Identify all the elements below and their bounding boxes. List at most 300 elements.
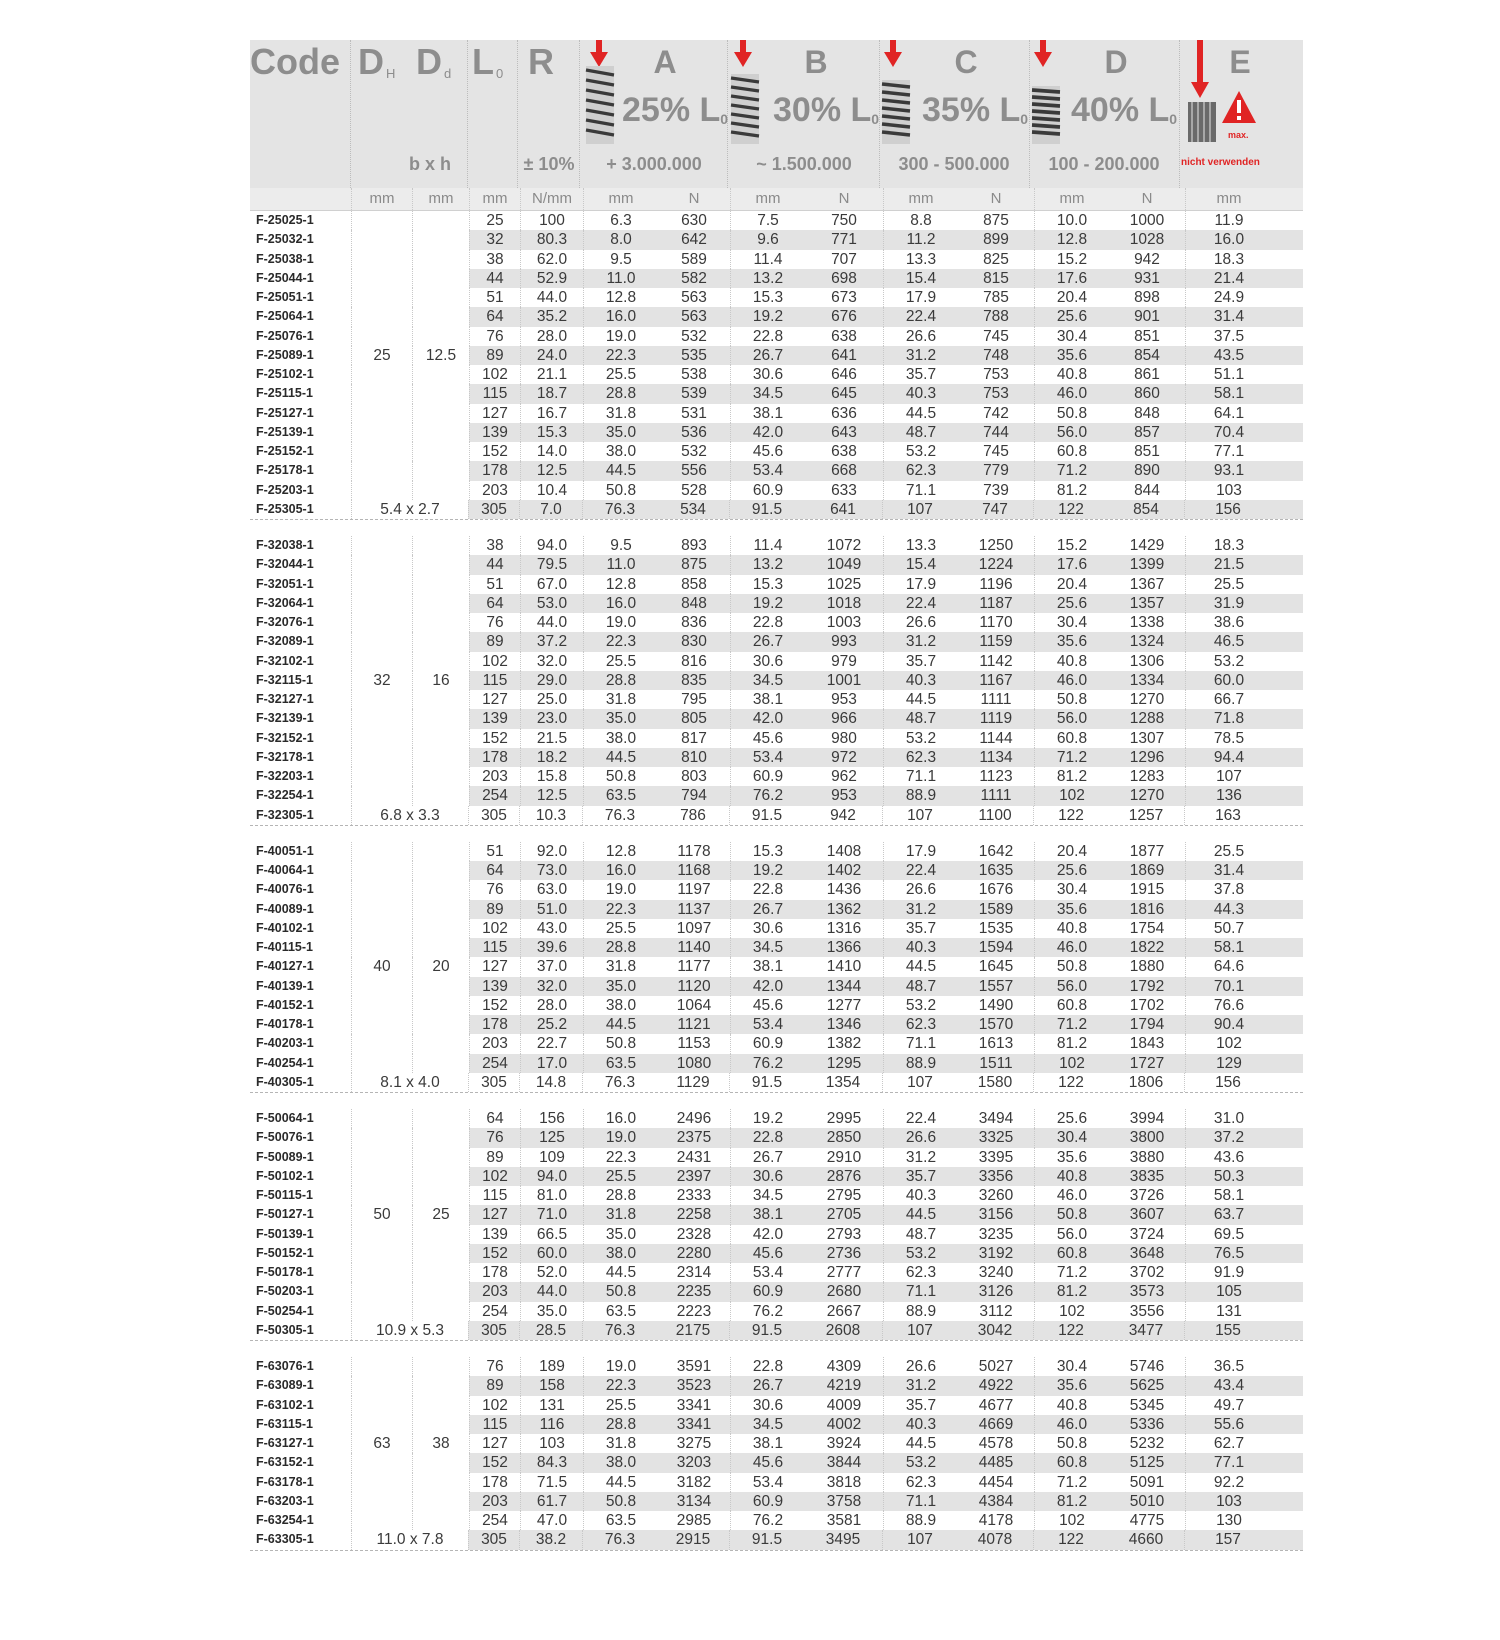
table-cell: 60.8 [1034,1453,1109,1472]
table-cell: 1197 [677,881,711,899]
table-row [250,1376,1303,1395]
dh-cell [351,1376,412,1395]
table-cell: 11.4 [730,250,805,269]
table-cell: 203 [469,1492,520,1511]
dh-cell [351,461,412,480]
table-cell: 556 [681,462,707,480]
table-cell: 10.0 [1034,211,1109,230]
header-r: R [528,41,554,82]
table-cell: 875 [681,556,707,574]
header-col-d: D [1104,44,1128,80]
header-col-a-pct: 25% $L_0$ [622,91,729,129]
unit-label: mm [412,188,469,210]
table-cell: 2876 [826,1167,862,1185]
dd-cell [412,250,469,269]
table-cell: 58.1 [1185,1186,1272,1205]
dd-cell [412,632,469,651]
table-cell: 3494 [978,1110,1014,1127]
table-cell: 16.0 [1185,230,1272,249]
table-cell: 1137 [677,900,711,918]
table-cell: 4178 [978,1512,1014,1529]
table-cell: 56.0 [1034,423,1109,442]
table-cell: 50.7 [1185,919,1272,938]
table-cell: 953 [831,691,857,708]
table-cell: 2258 [676,1206,712,1224]
spring-30-icon [730,74,760,149]
table-cell: 858 [681,575,707,593]
dd-cell [412,767,469,786]
table-cell: 44.5 [883,690,958,709]
table-cell: 1072 [826,537,862,554]
table-cell: 19.0 [583,880,658,899]
table-cell: 28.0 [520,327,583,346]
table-cell: 89 [469,346,520,365]
dd-cell [412,307,469,326]
table-cell: 53.4 [730,1015,805,1034]
table-cell: 31.2 [883,1376,958,1395]
part-code: F-40051-1 [250,842,351,861]
dd-cell [412,938,469,957]
table-cell: 305 [468,1321,519,1340]
table-cell: 50.8 [1034,404,1109,423]
table-cell: 31.8 [583,1205,658,1224]
table-cell: 155 [1184,1321,1271,1340]
table-cell: 3818 [826,1473,862,1491]
spring-table [250,40,1303,1567]
table-cell: 3235 [978,1225,1014,1243]
table-cell: 40.3 [883,671,958,690]
part-code: F-32051-1 [250,575,351,594]
table-cell: 630 [681,212,707,229]
table-cell: 1727 [1129,1054,1165,1072]
table-cell: 980 [831,729,857,747]
table-cell: 19.2 [730,861,805,880]
table-cell: 71.1 [883,1034,958,1053]
dh-cell [351,1396,412,1415]
table-cell: 979 [831,652,857,670]
table-cell: 17.0 [520,1054,583,1073]
part-code: F-25025-1 [250,211,351,230]
table-cell: 5010 [1129,1492,1165,1510]
arrow-down-icon [884,40,902,68]
table-cell: 3581 [826,1512,862,1529]
table-cell: 38 [469,250,520,269]
table-cell: 129 [1185,1054,1272,1073]
table-cell: 993 [831,633,857,651]
table-cell: 25.6 [1034,307,1109,326]
header-col-c: C [954,44,978,80]
table-cell: 803 [681,768,707,785]
table-cell: 745 [983,327,1009,345]
table-cell: 48.7 [883,423,958,442]
dh-value: 63 [351,1434,412,1453]
table-cell: 107 [882,1321,957,1340]
table-cell: 50.8 [583,767,658,786]
table-cell: 25.6 [1034,1109,1109,1128]
unit-label: N [688,190,700,207]
table-cell: 11.0 [583,269,658,288]
table-cell: 30.4 [1034,613,1109,632]
table-cell: 14.8 [519,1073,582,1092]
part-code: F-63089-1 [250,1376,351,1395]
table-cell: 25.5 [583,919,658,938]
table-cell: 1018 [826,594,862,612]
dh-value: 32 [351,671,412,690]
table-header [250,40,1303,188]
table-cell: 12.8 [583,842,658,861]
table-cell: 44 [469,555,520,574]
table-row [250,269,1303,288]
table-row [250,1054,1303,1073]
table-cell: 93.1 [1185,461,1272,480]
table-cell: 19.2 [730,307,805,326]
table-cell: 3112 [979,1302,1013,1320]
table-cell: 1613 [978,1035,1014,1053]
table-cell: 107 [1185,767,1272,786]
table-cell: 748 [983,346,1009,364]
table-row [250,327,1303,346]
dd-cell [412,1263,469,1282]
table-cell: 15.3 [520,423,583,442]
table-cell: 3844 [826,1454,862,1472]
table-row [250,404,1303,423]
table-cell: 71.0 [520,1205,583,1224]
table-cell: 62.0 [520,250,583,269]
table-cell: 107 [882,500,957,519]
table-cell: 22.3 [583,900,658,919]
table-cell: 62.7 [1185,1434,1272,1453]
table-cell: 1000 [1129,212,1165,229]
table-cell: 1754 [1129,919,1165,937]
table-cell: 46.0 [1034,384,1109,403]
table-cell: 20.4 [1034,842,1109,861]
table-row [250,481,1303,500]
table-cell: 107 [882,1073,957,1092]
table-cell: 102 [1034,1511,1109,1530]
table-cell: 633 [831,481,857,499]
table-cell: 91.5 [729,1321,804,1340]
table-cell: 1283 [1129,768,1165,785]
part-code: F-40139-1 [250,977,351,996]
table-cell: 40.8 [1034,652,1109,671]
table-cell: 81.2 [1034,767,1109,786]
table-cell: 53.2 [1185,652,1272,671]
table-cell: 1224 [978,556,1014,574]
part-code: F-32115-1 [250,671,351,690]
table-cell: 76.3 [582,500,657,519]
part-code: F-25305-1 [250,500,351,519]
dd-cell [412,996,469,1015]
table-cell: 901 [1134,308,1160,326]
table-cell: 16.0 [583,307,658,326]
table-cell: 53.4 [730,461,805,480]
table-cell: 38.1 [730,404,805,423]
table-cell: 21.4 [1185,269,1272,288]
part-code: F-32044-1 [250,555,351,574]
table-cell: 52.0 [520,1263,583,1282]
table-cell: 25.2 [520,1015,583,1034]
dh-cell [351,288,412,307]
table-cell: 122 [1033,1073,1108,1092]
dh-cell [351,250,412,269]
table-cell: 875 [983,212,1009,229]
dh-cell [351,555,412,574]
table-cell: 55.6 [1185,1415,1272,1434]
table-row [250,1148,1303,1167]
table-cell: 1153 [677,1035,711,1053]
table-cell: 15.2 [1034,250,1109,269]
table-cell: 81.0 [520,1186,583,1205]
table-cell: 1792 [1129,977,1165,995]
header-e-warning: nicht verwenden [1181,157,1260,168]
table-cell: 60.9 [730,481,805,500]
table-cell: 1129 [676,1073,710,1091]
table-row [250,900,1303,919]
table-cell: 1676 [978,881,1014,899]
part-code: F-40089-1 [250,900,351,919]
table-cell: 13.2 [730,269,805,288]
table-cell: 152 [469,1244,520,1263]
table-cell: 4775 [1129,1512,1165,1529]
part-code: F-32254-1 [250,786,351,805]
table-cell: 536 [681,423,707,441]
table-cell: 53.2 [883,1453,958,1472]
table-cell: 4578 [978,1435,1014,1452]
dh-cell [351,1415,412,1434]
table-cell: 38.6 [1185,613,1272,632]
table-cell: 44.5 [583,461,658,480]
table-cell: 40.3 [883,1186,958,1205]
part-code: F-25115-1 [250,384,351,403]
table-cell: 1338 [1129,614,1165,631]
table-cell: 10.4 [520,481,583,500]
table-cell: 70.4 [1185,423,1272,442]
table-cell: 76.3 [582,1530,657,1549]
table-cell: 94.0 [520,536,583,555]
table-cell: 81.2 [1034,1034,1109,1053]
part-code: F-25051-1 [250,288,351,307]
dd-cell [412,1492,469,1511]
table-row [250,288,1303,307]
part-code: F-32203-1 [250,767,351,786]
table-cell: 50.8 [1034,1434,1109,1453]
table-cell: 62.3 [883,1015,958,1034]
table-cell: 203 [469,1282,520,1301]
table-cell: 71.2 [1034,1473,1109,1492]
table-cell: 1270 [1129,691,1165,708]
table-cell: 1097 [676,919,712,937]
table-row [250,861,1303,880]
arrow-down-icon [590,40,608,68]
table-cell: 1187 [979,594,1013,612]
part-code: F-50203-1 [250,1282,351,1301]
header-r-tolerance: ± 10% [523,154,575,174]
table-cell: 115 [469,384,520,403]
part-code: F-40102-1 [250,919,351,938]
table-cell: 816 [681,652,707,670]
table-cell: 76.2 [730,1511,805,1530]
table-cell: 34.5 [730,671,805,690]
part-code: F-25044-1 [250,269,351,288]
table-cell: 851 [1134,327,1160,345]
table-cell: 70.1 [1185,977,1272,996]
table-cell: 115 [469,1186,520,1205]
table-cell: 698 [831,269,857,287]
table-cell: 81.2 [1034,1282,1109,1301]
table-cell: 51.0 [520,900,583,919]
table-cell: 35.6 [1034,346,1109,365]
table-cell: 103 [520,1434,583,1453]
table-cell: 5027 [978,1358,1014,1375]
table-cell: 1594 [978,939,1014,956]
table-cell: 31.9 [1185,594,1272,613]
table-cell: 5345 [1129,1396,1165,1414]
table-cell: 1357 [1129,594,1165,612]
dh-cell [351,613,412,632]
table-cell: 4002 [826,1415,862,1433]
table-cell: 107 [882,1530,957,1549]
table-cell: 42.0 [730,1225,805,1244]
table-cell: 31.2 [883,632,958,651]
table-cell: 60.9 [730,767,805,786]
table-cell: 44.5 [883,1205,958,1224]
table-cell: 48.7 [883,709,958,728]
dh-cell [351,880,412,899]
table-cell: 6.3 [583,211,658,230]
dd-cell [412,461,469,480]
table-cell: 750 [831,212,857,229]
part-code: F-63076-1 [250,1357,351,1376]
table-cell: 12.5 [520,786,583,805]
dh-cell [351,1034,412,1053]
table-cell: 31.8 [583,1434,658,1453]
table-cell: 15.3 [730,288,805,307]
table-cell: 107 [882,806,957,825]
table-cell: 38.1 [730,1434,805,1453]
spring-group [250,1109,1303,1341]
table-cell: 81.2 [1034,481,1109,500]
table-cell: 810 [681,748,707,766]
table-cell: 30.4 [1034,1357,1109,1376]
table-cell: 4660 [1128,1531,1164,1549]
table-cell: 46.0 [1034,938,1109,957]
header-dd: D $_d$ [416,41,452,82]
table-cell: 31.0 [1185,1109,1272,1128]
table-cell: 1354 [825,1073,861,1091]
table-cell: 26.7 [730,1148,805,1167]
dh-cell [351,230,412,249]
table-cell: 254 [469,1054,520,1073]
table-cell: 89 [469,900,520,919]
table-cell: 3573 [1129,1283,1165,1301]
table-cell: 25.5 [1185,842,1272,861]
table-cell: 94.4 [1185,748,1272,767]
table-cell: 22.4 [883,594,958,613]
table-cell: 1270 [1129,787,1165,805]
table-row [250,594,1303,613]
table-cell: 44.0 [520,288,583,307]
table-cell: 3356 [978,1167,1014,1185]
table-cell: 28.8 [583,384,658,403]
table-row [250,957,1303,976]
table-cell: 66.7 [1185,690,1272,709]
table-cell: 676 [831,308,857,326]
dd-cell [412,690,469,709]
table-row [250,690,1303,709]
header-col-a: A [653,44,677,80]
table-cell: 1257 [1128,806,1164,824]
table-cell: 1367 [1129,575,1165,593]
table-row [250,423,1303,442]
table-cell: 102 [469,365,520,384]
units-row [250,188,1303,211]
table-cell: 1580 [977,1073,1013,1091]
table-cell: 18.3 [1185,536,1272,555]
table-cell: 5746 [1129,1358,1165,1375]
dh-cell [351,1015,412,1034]
table-cell: 15.4 [883,555,958,574]
dd-cell [412,1225,469,1244]
table-cell: 3477 [1128,1321,1164,1339]
table-cell: 3702 [1129,1264,1165,1281]
dd-cell [412,748,469,767]
table-row [250,575,1303,594]
unit-label: mm [1034,188,1109,210]
table-cell: 7.0 [519,500,582,519]
unit-label: N [838,190,850,207]
table-cell: 2496 [676,1110,712,1127]
table-cell: 3835 [1129,1167,1165,1185]
table-cell: 1806 [1128,1073,1164,1091]
dd-cell [412,1167,469,1186]
table-cell: 3607 [1129,1206,1165,1224]
table-cell: 32.0 [520,977,583,996]
table-cell: 972 [831,748,857,766]
dd-cell [412,1244,469,1263]
table-cell: 1111 [980,787,1012,805]
table-cell: 22.3 [583,1376,658,1395]
table-cell: 4009 [826,1396,862,1414]
dh-cell [351,307,412,326]
table-cell: 1288 [1129,710,1165,728]
table-cell: 11.0 [583,555,658,574]
table-cell: 102 [1034,786,1109,805]
dh-cell [351,575,412,594]
part-code: F-40076-1 [250,880,351,899]
table-cell: 26.6 [883,613,958,632]
table-cell: 105 [1185,1282,1272,1301]
part-code: F-25032-1 [250,230,351,249]
table-cell: 42.0 [730,423,805,442]
table-row [250,1473,1303,1492]
table-cell: 38.2 [519,1530,582,1549]
table-cell: 534 [680,500,706,518]
header-col-d-pct: 40% $L_0$ [1071,91,1178,129]
table-cell: 44.3 [1185,900,1272,919]
table-cell: 203 [469,1034,520,1053]
table-cell: 5336 [1129,1415,1165,1433]
table-cell: 19.0 [583,1128,658,1147]
table-cell: 15.3 [730,842,805,861]
table-cell: 17.6 [1034,269,1109,288]
table-cell: 893 [681,537,707,554]
table-cell: 636 [831,404,857,422]
table-cell: 1334 [1129,671,1165,689]
table-cell: 35.6 [1034,1148,1109,1167]
dd-cell [412,1054,469,1073]
part-code: F-63305-1 [250,1530,351,1549]
table-cell: 152 [469,729,520,748]
